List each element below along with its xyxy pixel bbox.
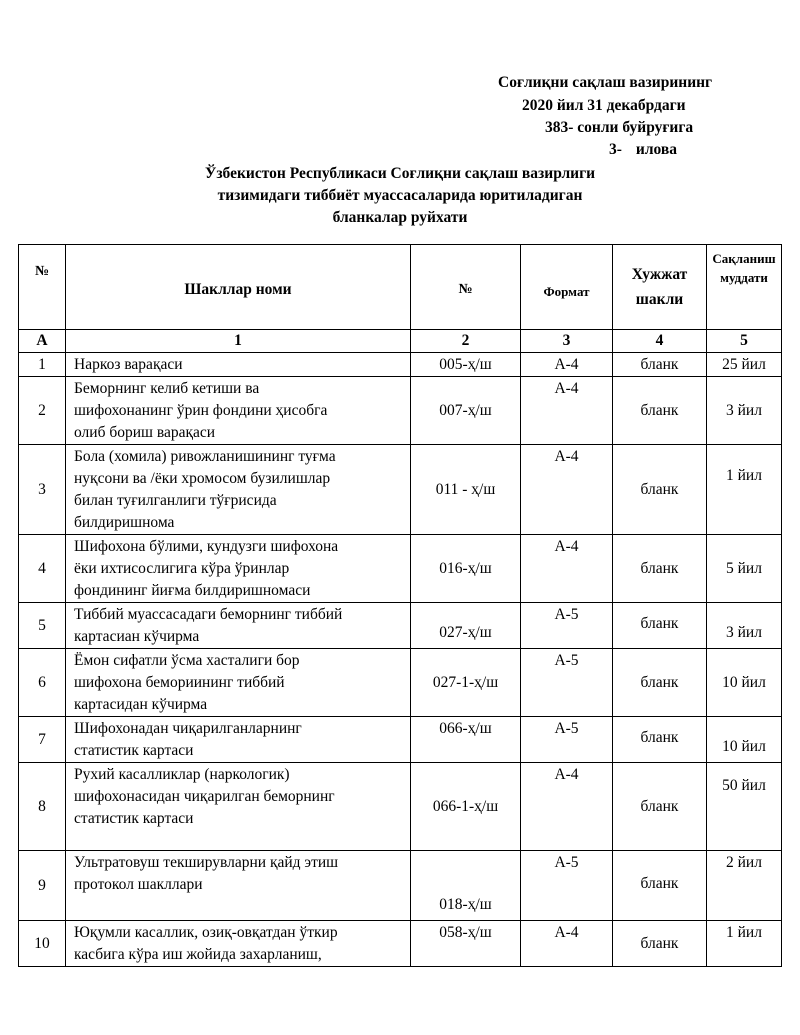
form-format: А-4 (521, 353, 613, 377)
form-name (66, 535, 411, 603)
row-number: 10 (19, 921, 66, 967)
form-name (66, 649, 411, 717)
form-name-line: картасиан кўчирма (74, 628, 200, 645)
row-number: 3 (19, 445, 66, 535)
form-format: А-5 (521, 649, 613, 717)
row-number: 7 (19, 717, 66, 763)
form-code: 066-ҳ/ш (411, 717, 521, 763)
header-storage (707, 245, 782, 330)
form-name-line: олиб бориш варақаси (74, 424, 216, 441)
form-name (66, 717, 411, 763)
form-format: А-4 (521, 445, 613, 535)
form-name-line: статистик картаси (74, 742, 194, 759)
form-name-line: Ёмон сифатли ўсма хасталиги бор (74, 652, 300, 669)
title-line-3: бланкалар руйхати (332, 209, 468, 226)
table-row (19, 921, 782, 967)
form-name-line: Тиббий муассасадаги беморнинг тиббий (74, 606, 343, 623)
form-name-line: Рухий касалликлар (наркологик) (74, 766, 290, 783)
form-storage-term: 3 йил (707, 603, 782, 649)
form-format: А-5 (521, 603, 613, 649)
form-name (66, 603, 411, 649)
form-name (66, 921, 411, 967)
form-format: А-4 (521, 377, 613, 445)
form-storage-term: 5 йил (707, 535, 782, 603)
form-format: А-5 (521, 717, 613, 763)
form-doc-type: бланк (613, 763, 707, 851)
form-name-line: Наркоз варақаси (74, 356, 183, 373)
form-name-line: нуқсони ва /ёки хромосом бузилишлар (74, 470, 331, 487)
forms-table (18, 244, 782, 967)
form-name-line: билдиришнома (74, 514, 175, 531)
order-ref-line-3: 383- сонли буйруғига (545, 119, 694, 136)
form-storage-term: 1 йил (707, 445, 782, 535)
form-code: 027-ҳ/ш (411, 603, 521, 649)
form-name-line: Юқумли касаллик, озиқ-овқатдан ўткир (74, 924, 338, 941)
table-row (19, 535, 782, 603)
order-ref-line-1: Соғлиқни сақлаш вазирининг (498, 74, 713, 91)
table-index-row (19, 330, 782, 353)
header-doc-form (613, 245, 707, 330)
form-doc-type: бланк (613, 851, 707, 921)
form-name-line: Ультратовуш текширувларни қайд этиш (74, 854, 339, 871)
form-code: 016-ҳ/ш (411, 535, 521, 603)
form-storage-term: 1 йил (707, 921, 782, 967)
table-row (19, 377, 782, 445)
form-storage-term: 3 йил (707, 377, 782, 445)
form-name-line: Шифохонадан чиқарилганларнинг (74, 720, 302, 737)
form-doc-type: бланк (613, 649, 707, 717)
row-number: 2 (19, 377, 66, 445)
form-code: 005-ҳ/ш (411, 353, 521, 377)
header-format: Формат (521, 245, 613, 330)
table-row (19, 851, 782, 921)
row-number: 8 (19, 763, 66, 851)
row-number: 1 (19, 353, 66, 377)
form-doc-type: бланк (613, 603, 707, 649)
row-number: 4 (19, 535, 66, 603)
table-row (19, 603, 782, 649)
form-name-line: касбига кўра иш жойида захарланиш, (74, 946, 322, 963)
header-storage-line-2: муддати (720, 270, 768, 285)
table-row (19, 445, 782, 535)
table-header-row (19, 245, 782, 330)
form-name-line: Беморнинг келиб кетиши ва (74, 380, 260, 397)
form-name-line: шифохона бемориининг тиббий (74, 674, 285, 691)
title-line-2: тизимидаги тиббиёт муассасаларида юритиладиган (217, 187, 583, 204)
form-doc-type: бланк (613, 353, 707, 377)
header-storage-line-1: Сақланиш (712, 251, 776, 266)
index-cell: А (19, 330, 66, 353)
form-name-line: билан туғилганлиги тўғрисида (74, 492, 277, 509)
form-storage-term: 10 йил (707, 717, 782, 763)
table-row (19, 763, 782, 851)
form-name-line: статистик картаси (74, 810, 194, 827)
index-cell: 3 (521, 330, 613, 353)
form-name-line: Шифохона бўлими, кундузги шифохона (74, 538, 339, 555)
header-name: Шакллар номи (66, 245, 411, 330)
form-doc-type: бланк (613, 445, 707, 535)
title-line-1: Ўзбекистон Республикаси Соғлиқни сақлаш вазирлиги (204, 165, 596, 182)
row-number: 9 (19, 851, 66, 921)
form-storage-term: 25 йил (707, 353, 782, 377)
row-number: 5 (19, 603, 66, 649)
index-cell: 5 (707, 330, 782, 353)
form-code: 011 - ҳ/ш (411, 445, 521, 535)
appendix-word: илова (635, 141, 678, 158)
form-code: 007-ҳ/ш (411, 377, 521, 445)
index-cell: 4 (613, 330, 707, 353)
form-name-line: картасидан кўчирма (74, 696, 208, 713)
order-ref-line-2: 2020 йил 31 декабрдаги (522, 97, 686, 114)
form-name-line: ёки ихтисослигига кўра ўринлар (74, 560, 290, 577)
row-number: 6 (19, 649, 66, 717)
header-doc-form-line-2: шакли (635, 291, 684, 308)
form-code: 058-ҳ/ш (411, 921, 521, 967)
form-format: А-5 (521, 851, 613, 921)
header-doc-form-line-1: Хужжат (631, 266, 688, 283)
form-name (66, 353, 411, 377)
order-ref-line-4 (609, 141, 677, 159)
form-storage-term: 10 йил (707, 649, 782, 717)
document-title (130, 163, 670, 229)
form-name (66, 763, 411, 851)
form-code: 066-1-ҳ/ш (411, 763, 521, 851)
form-format: А-4 (521, 763, 613, 851)
index-cell: 1 (66, 330, 411, 353)
form-doc-type: бланк (613, 377, 707, 445)
form-code: 018-ҳ/ш (411, 851, 521, 921)
form-name (66, 851, 411, 921)
form-name-line: шифохонасидан чиқарилган беморнинг (74, 788, 335, 805)
form-name-line: фондининг йиғма билдиришномаси (74, 582, 311, 599)
header-num: № (19, 245, 66, 330)
form-name-line: шифохонанинг ўрин фондини ҳисобга (74, 402, 328, 419)
form-doc-type: бланк (613, 921, 707, 967)
table-row (19, 649, 782, 717)
form-doc-type: бланк (613, 535, 707, 603)
form-doc-type: бланк (613, 717, 707, 763)
table-row (19, 717, 782, 763)
form-name (66, 377, 411, 445)
appendix-number: 3- (609, 141, 622, 158)
form-storage-term: 2 йил (707, 851, 782, 921)
form-name-line: протокол шакллари (74, 876, 203, 893)
table-row (19, 353, 782, 377)
form-name-line: Бола (хомила) ривожланишининг туғма (74, 448, 336, 465)
index-cell: 2 (411, 330, 521, 353)
form-storage-term: 50 йил (707, 763, 782, 851)
form-format: А-4 (521, 921, 613, 967)
form-code: 027-1-ҳ/ш (411, 649, 521, 717)
form-format: А-4 (521, 535, 613, 603)
header-code: № (411, 245, 521, 330)
form-name (66, 445, 411, 535)
